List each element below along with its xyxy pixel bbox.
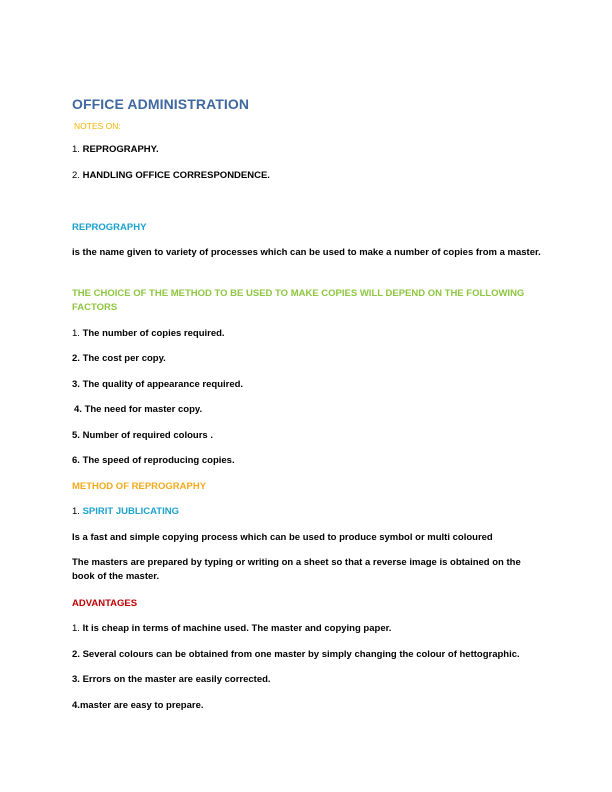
factor-text: The need for master copy. bbox=[84, 404, 203, 415]
toc-item-reprography bbox=[72, 143, 542, 157]
advantage-number: 1. bbox=[72, 623, 80, 634]
toc-item-text: REPROGRAPHY. bbox=[82, 144, 159, 155]
method-heading: METHOD OF REPROGRAPHY bbox=[72, 481, 207, 492]
advantage-item bbox=[72, 648, 542, 662]
advantage-item bbox=[72, 673, 542, 687]
method-subheading bbox=[72, 505, 542, 519]
advantage-item bbox=[72, 622, 542, 636]
document-title: OFFICE ADMINISTRATION bbox=[72, 96, 250, 112]
reprography-definition: is the name given to variety of processes which can be used to make a number of copies from a master. bbox=[72, 247, 541, 258]
factor-text: The number of copies required. bbox=[82, 328, 225, 339]
factor-text: The quality of appearance required. bbox=[82, 379, 244, 390]
factor-number: 1. bbox=[72, 328, 80, 339]
method-sub-number: 1. bbox=[72, 506, 80, 517]
method-paragraph-1: Is a fast and simple copying process which can be used to produce symbol or multi coloured bbox=[72, 532, 493, 543]
factors-heading: THE CHOICE OF THE METHOD TO BE USED TO MAKE COPIES WILL DEPEND ON THE FOLLOWING FACTORS bbox=[72, 288, 525, 313]
advantages-heading: ADVANTAGES bbox=[72, 598, 138, 609]
factor-number: 4. bbox=[74, 404, 82, 415]
method-paragraph-2: The masters are prepared by typing or writing on a sheet so that a reverse image is obtained on the book of the master. bbox=[72, 557, 521, 582]
notes-on-label: NOTES ON: bbox=[74, 121, 121, 131]
advantage-text: It is cheap in terms of machine used. The master and copying paper. bbox=[82, 623, 392, 634]
toc-item-number: 1. bbox=[72, 144, 80, 155]
factor-text: The speed of reproducing copies. bbox=[82, 455, 235, 466]
factor-text: Number of required colours . bbox=[82, 430, 213, 441]
factor-number: 2. bbox=[72, 353, 80, 364]
factor-item bbox=[72, 429, 542, 443]
toc-item-text: HANDLING OFFICE CORRESPONDENCE. bbox=[82, 170, 270, 181]
advantage-text: Errors on the master are easily corrected. bbox=[82, 674, 271, 685]
advantage-number: 2. bbox=[72, 649, 80, 660]
advantage-text: master are easy to prepare. bbox=[79, 700, 204, 711]
toc-item-correspondence bbox=[72, 169, 542, 183]
factor-item bbox=[72, 352, 542, 366]
factor-number: 3. bbox=[72, 379, 80, 390]
factor-number: 5. bbox=[72, 430, 80, 441]
factor-item bbox=[72, 454, 542, 468]
factor-item bbox=[72, 327, 542, 341]
advantage-text: Several colours can be obtained from one master by simply changing the colour of hettographic. bbox=[82, 649, 520, 660]
factor-item bbox=[74, 403, 544, 417]
advantage-number: 3. bbox=[72, 674, 80, 685]
factor-number: 6. bbox=[72, 455, 80, 466]
section-heading-reprography: REPROGRAPHY bbox=[72, 222, 147, 233]
advantage-number: 4. bbox=[72, 700, 80, 711]
factor-text: The cost per copy. bbox=[82, 353, 166, 364]
toc-item-number: 2. bbox=[72, 170, 80, 181]
advantage-item bbox=[72, 699, 542, 713]
method-sub-heading: SPIRIT JUBLICATING bbox=[82, 506, 179, 517]
factor-item bbox=[72, 378, 542, 392]
